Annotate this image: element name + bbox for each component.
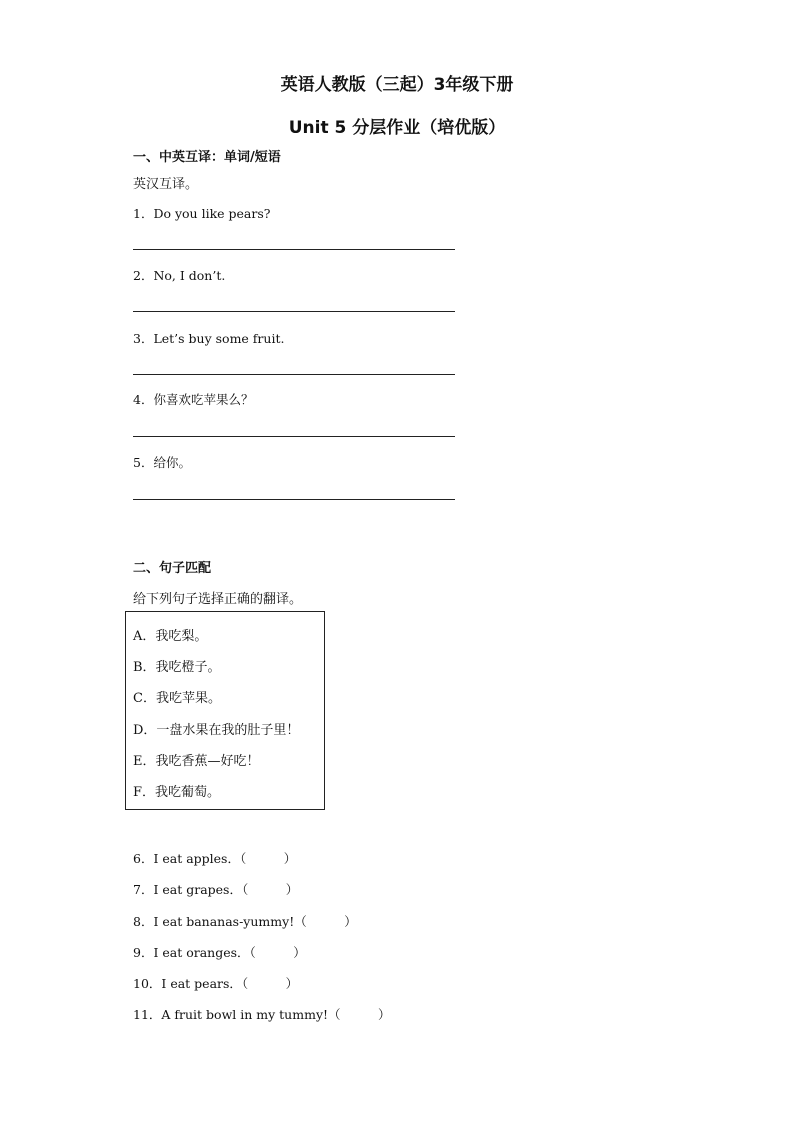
answer-line-3[interactable] [133,374,455,375]
question-1: 1．Do you like pears? [133,206,271,221]
options-box [125,611,325,810]
question-9[interactable]: 9．I eat oranges．（ ） [133,945,306,960]
question-10[interactable]: 10．I eat pears．（ ） [133,976,299,991]
option-f: F．我吃葡萄。 [133,785,221,800]
section1-instruction: 英汉互译。 [133,177,199,192]
document-title: 英语人教版（三起）3年级下册 [280,75,514,95]
question-8[interactable]: 8．I eat bananas-yummy!（ ） [133,914,357,929]
document-subtitle: Unit 5 分层作业（培优版） [288,118,506,138]
answer-line-5[interactable] [133,499,455,500]
question-7[interactable]: 7．I eat grapes．（ ） [133,882,299,897]
question-3: 3．Let’s buy some fruit. [133,331,285,346]
answer-line-2[interactable] [133,311,455,312]
answer-line-4[interactable] [133,436,455,437]
option-c: C．我吃苹果。 [133,691,221,706]
section1-heading: 一、中英互译：单词/短语 [133,150,281,165]
question-5: 5．给你。 [133,455,191,470]
question-6[interactable]: 6．I eat apples．（ ） [133,851,297,866]
answer-line-1[interactable] [133,249,455,250]
section2-instruction: 给下列句子选择正确的翻译。 [133,592,303,607]
option-d: D．一盘水果在我的肚子里！ [133,723,300,738]
option-a: A．我吃梨。 [133,629,208,644]
option-b: B．我吃橙子。 [133,660,221,675]
question-2: 2．No, I don’t. [133,268,226,283]
question-4: 4．你喜欢吃苹果么？ [133,392,254,407]
option-e: E．我吃香蕉—好吃！ [133,754,260,769]
section2-heading: 二、句子匹配 [133,561,212,576]
question-11[interactable]: 11．A fruit bowl in my tummy!（ ） [133,1007,391,1022]
